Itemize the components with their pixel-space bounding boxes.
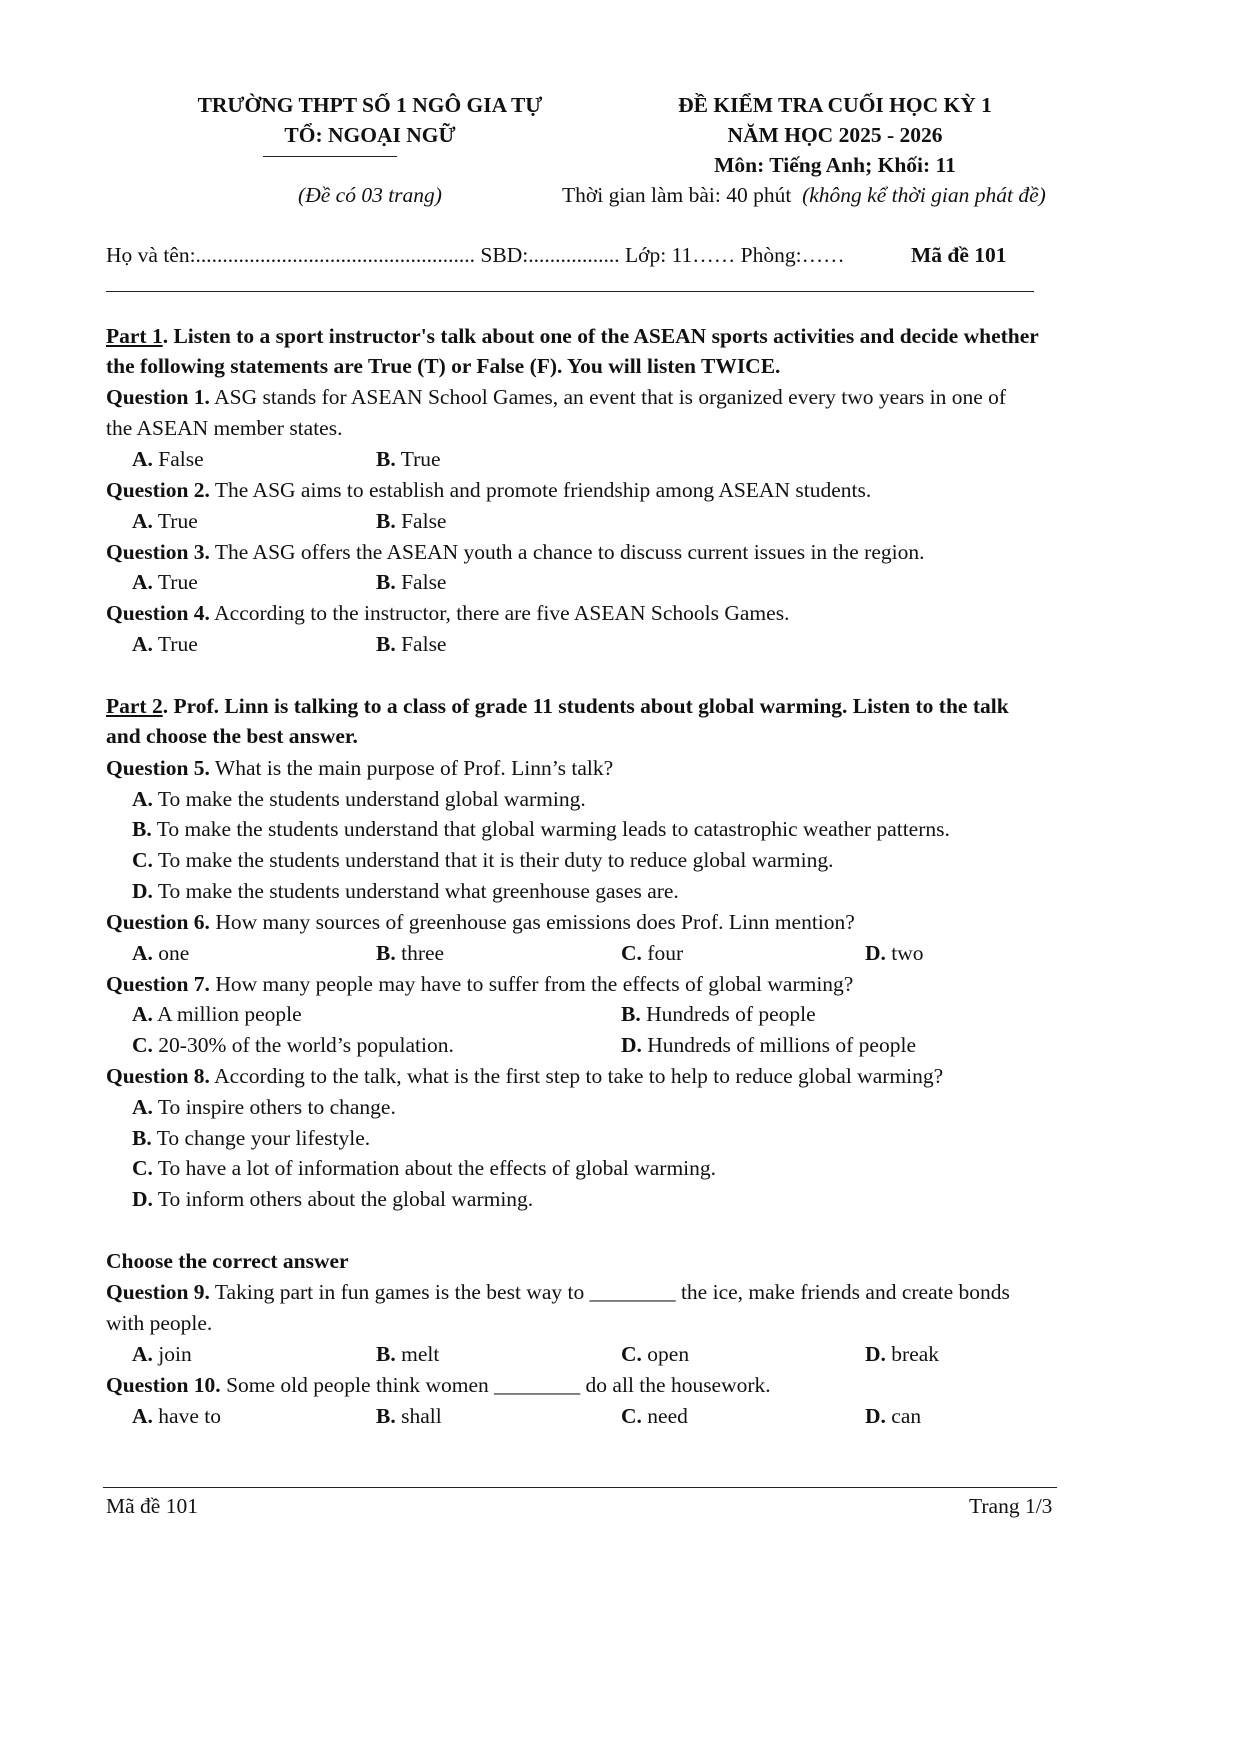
part1-instruction-line2: the following statements are True (T) or False (F). You will listen TWICE. bbox=[106, 354, 781, 378]
question-text: According to the instructor, there are five ASEAN Schools Games. bbox=[209, 601, 790, 625]
option-text: can bbox=[891, 1404, 922, 1428]
option-text: False bbox=[158, 447, 204, 471]
question-label: Question 6. bbox=[106, 910, 210, 934]
option-text: three bbox=[401, 941, 445, 965]
option-letter: B. bbox=[376, 570, 396, 594]
option-text: 20-30% of the world’s population. bbox=[158, 1033, 454, 1057]
option-letter: D. bbox=[865, 941, 886, 965]
option-text: shall bbox=[401, 1404, 442, 1428]
option-text: False bbox=[401, 632, 447, 656]
question-9-cont: with people. bbox=[106, 1311, 213, 1335]
option-letter: B. bbox=[132, 817, 152, 841]
option-text: A million people bbox=[157, 1002, 302, 1026]
q3-option-a bbox=[132, 570, 198, 595]
option-letter: A. bbox=[132, 1342, 153, 1366]
question-text: Taking part in fun games is the best way to ________ the ice, make friends and create bonds bbox=[209, 1280, 1010, 1304]
q5-option-a bbox=[132, 787, 586, 812]
option-text: To inform others about the global warming. bbox=[157, 1187, 534, 1211]
candidate-info-fields: Họ và tên:.................................................... SBD:................. Lớp: 11…… Phòng:…… bbox=[106, 243, 845, 267]
option-letter: B. bbox=[621, 1002, 641, 1026]
option-text: To make the students understand that it is their duty to reduce global warming. bbox=[157, 848, 834, 872]
q1-option-a bbox=[132, 447, 204, 472]
question-1 bbox=[106, 385, 1006, 410]
part2-instruction-text: . Prof. Linn is talking to a class of grade 11 students about global warming. Listen to the talk bbox=[162, 694, 1009, 718]
part1-instruction bbox=[106, 324, 1039, 349]
option-letter: B. bbox=[132, 1126, 152, 1150]
option-text: need bbox=[647, 1404, 688, 1428]
option-letter: C. bbox=[132, 1033, 153, 1057]
option-letter: C. bbox=[621, 941, 642, 965]
option-text: open bbox=[647, 1342, 690, 1366]
q8-option-c bbox=[132, 1156, 716, 1181]
option-letter: C. bbox=[132, 848, 153, 872]
q5-option-d bbox=[132, 879, 679, 904]
time-label: Thời gian làm bài: 40 phút bbox=[562, 183, 792, 207]
time-info bbox=[562, 183, 1046, 208]
department-name: TỔ: NGOẠI NGỮ bbox=[284, 123, 456, 147]
q9-option-d bbox=[865, 1342, 939, 1367]
option-text: To change your lifestyle. bbox=[156, 1126, 371, 1150]
q5-option-c bbox=[132, 848, 834, 873]
time-note: (không kể thời gian phát đề) bbox=[802, 183, 1046, 207]
q9-option-a bbox=[132, 1342, 192, 1367]
option-letter: C. bbox=[621, 1342, 642, 1366]
option-letter: B. bbox=[376, 1342, 396, 1366]
question-2 bbox=[106, 478, 871, 503]
question-text: ASG stands for ASEAN School Games, an event that is organized every two years in one of bbox=[209, 385, 1007, 409]
option-letter: C. bbox=[132, 1156, 153, 1180]
question-10 bbox=[106, 1373, 771, 1398]
question-label: Question 9. bbox=[106, 1280, 210, 1304]
q7-option-b bbox=[621, 1002, 816, 1027]
q7-option-a bbox=[132, 1002, 302, 1027]
option-letter: A. bbox=[132, 447, 153, 471]
q3-option-b bbox=[376, 570, 446, 595]
q10-option-a bbox=[132, 1404, 221, 1429]
q8-option-d bbox=[132, 1187, 533, 1212]
option-letter: B. bbox=[376, 1404, 396, 1428]
option-letter: D. bbox=[865, 1404, 886, 1428]
q4-option-a bbox=[132, 632, 198, 657]
option-letter: A. bbox=[132, 632, 153, 656]
option-text: To have a lot of information about the effects of global warming. bbox=[157, 1156, 717, 1180]
q8-option-a bbox=[132, 1095, 396, 1120]
option-text: True bbox=[400, 447, 441, 471]
header-divider bbox=[263, 156, 397, 157]
q10-option-b bbox=[376, 1404, 442, 1429]
question-4 bbox=[106, 601, 789, 626]
q7-option-d bbox=[621, 1033, 916, 1058]
option-letter: B. bbox=[376, 941, 396, 965]
candidate-divider bbox=[106, 291, 1034, 292]
pages-note: (Đề có 03 trang) bbox=[298, 183, 442, 207]
option-letter: D. bbox=[621, 1033, 642, 1057]
question-label: Question 7. bbox=[106, 972, 210, 996]
part1-instruction-text: . Listen to a sport instructor's talk about one of the ASEAN sports activities and decide whether bbox=[162, 324, 1039, 348]
question-6 bbox=[106, 910, 855, 935]
question-7 bbox=[106, 972, 853, 997]
question-label: Question 2. bbox=[106, 478, 210, 502]
option-letter: A. bbox=[132, 941, 153, 965]
question-text: How many sources of greenhouse gas emissions does Prof. Linn mention? bbox=[209, 910, 855, 934]
part2-instruction bbox=[106, 694, 1009, 719]
q7-option-c bbox=[132, 1033, 454, 1058]
footer-divider bbox=[103, 1487, 1057, 1488]
q6-option-b bbox=[376, 941, 444, 966]
question-label: Question 4. bbox=[106, 601, 210, 625]
q5-option-b bbox=[132, 817, 950, 842]
section-heading: Choose the correct answer bbox=[106, 1249, 349, 1273]
option-text: Hundreds of people bbox=[646, 1002, 816, 1026]
footer-exam-code: Mã đề 101 bbox=[106, 1494, 198, 1518]
q6-option-a bbox=[132, 941, 189, 966]
q6-option-d bbox=[865, 941, 924, 966]
option-text: To make the students understand global warming. bbox=[157, 787, 586, 811]
option-letter: D. bbox=[132, 879, 153, 903]
q10-option-c bbox=[621, 1404, 688, 1429]
option-text: To make the students understand what greenhouse gases are. bbox=[157, 879, 679, 903]
option-text: four bbox=[647, 941, 684, 965]
part1-label: Part 1 bbox=[106, 324, 163, 348]
question-text: How many people may have to suffer from the effects of global warming? bbox=[209, 972, 854, 996]
option-text: To make the students understand that global warming leads to catastrophic weather patterns. bbox=[156, 817, 950, 841]
option-text: Hundreds of millions of people bbox=[647, 1033, 916, 1057]
option-letter: D. bbox=[865, 1342, 886, 1366]
option-text: False bbox=[401, 509, 447, 533]
school-year: NĂM HỌC 2025 - 2026 bbox=[727, 123, 943, 147]
q2-option-b bbox=[376, 509, 446, 534]
option-letter: A. bbox=[132, 1404, 153, 1428]
question-text: According to the talk, what is the first step to take to help to reduce global warming? bbox=[209, 1064, 944, 1088]
option-text: True bbox=[157, 570, 198, 594]
question-1-cont: the ASEAN member states. bbox=[106, 416, 343, 440]
option-letter: B. bbox=[376, 632, 396, 656]
q1-option-b bbox=[376, 447, 441, 472]
school-name: TRƯỜNG THPT SỐ 1 NGÔ GIA TỰ bbox=[197, 93, 543, 117]
q10-option-d bbox=[865, 1404, 921, 1429]
option-text: To inspire others to change. bbox=[157, 1095, 396, 1119]
option-letter: A. bbox=[132, 509, 153, 533]
question-text: Some old people think women ________ do all the housework. bbox=[220, 1373, 771, 1397]
question-5 bbox=[106, 756, 613, 781]
option-text: False bbox=[401, 570, 447, 594]
question-label: Question 1. bbox=[106, 385, 210, 409]
option-letter: B. bbox=[376, 509, 396, 533]
q6-option-c bbox=[621, 941, 683, 966]
q8-option-b bbox=[132, 1126, 370, 1151]
question-label: Question 5. bbox=[106, 756, 210, 780]
option-letter: A. bbox=[132, 1002, 153, 1026]
option-text: True bbox=[157, 632, 198, 656]
question-label: Question 8. bbox=[106, 1064, 210, 1088]
question-3 bbox=[106, 540, 925, 565]
question-label: Question 10. bbox=[106, 1373, 221, 1397]
option-letter: A. bbox=[132, 1095, 153, 1119]
q4-option-b bbox=[376, 632, 446, 657]
q2-option-a bbox=[132, 509, 198, 534]
exam-code: Mã đề 101 bbox=[911, 243, 1007, 267]
question-text: The ASG offers the ASEAN youth a chance to discuss current issues in the region. bbox=[209, 540, 925, 564]
q9-option-b bbox=[376, 1342, 439, 1367]
option-letter: B. bbox=[376, 447, 396, 471]
option-letter: A. bbox=[132, 787, 153, 811]
option-letter: C. bbox=[621, 1404, 642, 1428]
part2-label: Part 2 bbox=[106, 694, 163, 718]
question-9 bbox=[106, 1280, 1010, 1305]
part2-instruction-line2: and choose the best answer. bbox=[106, 724, 358, 748]
footer-page-number: Trang 1/3 bbox=[969, 1494, 1053, 1518]
option-text: two bbox=[891, 941, 924, 965]
subject-grade: Môn: Tiếng Anh; Khối: 11 bbox=[714, 153, 956, 177]
option-letter: D. bbox=[132, 1187, 153, 1211]
option-letter: A. bbox=[132, 570, 153, 594]
question-text: What is the main purpose of Prof. Linn’s talk? bbox=[209, 756, 614, 780]
exam-title: ĐỀ KIỂM TRA CUỐI HỌC KỲ 1 bbox=[678, 93, 992, 117]
option-text: True bbox=[157, 509, 198, 533]
q9-option-c bbox=[621, 1342, 689, 1367]
question-text: The ASG aims to establish and promote friendship among ASEAN students. bbox=[209, 478, 872, 502]
option-text: break bbox=[891, 1342, 940, 1366]
option-text: melt bbox=[401, 1342, 440, 1366]
option-text: one bbox=[158, 941, 190, 965]
option-text: join bbox=[158, 1342, 192, 1366]
option-text: have to bbox=[158, 1404, 221, 1428]
question-8 bbox=[106, 1064, 943, 1089]
question-label: Question 3. bbox=[106, 540, 210, 564]
